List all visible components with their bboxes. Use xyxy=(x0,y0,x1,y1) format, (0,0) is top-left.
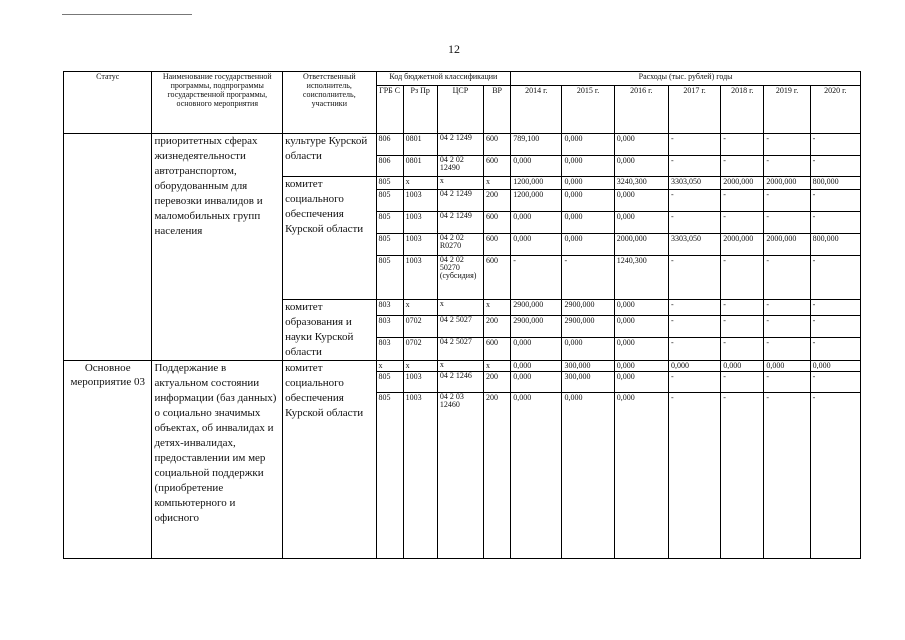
value-cell: 0,000 xyxy=(562,190,614,212)
rzpr-cell: 0702 xyxy=(403,338,437,361)
value-cell: - xyxy=(764,134,810,156)
grbs-cell: 805 xyxy=(376,177,403,190)
rzpr-cell: 1003 xyxy=(403,372,437,393)
value-cell: - xyxy=(668,156,720,177)
value-cell: - xyxy=(764,338,810,361)
value-cell: - xyxy=(810,300,860,316)
value-cell: 1240,300 xyxy=(614,256,668,300)
value-cell: 0,000 xyxy=(614,134,668,156)
rzpr-cell: х xyxy=(403,300,437,316)
value-cell: - xyxy=(810,372,860,393)
value-cell: - xyxy=(764,212,810,234)
value-cell: 2000,000 xyxy=(764,177,810,190)
value-cell: - xyxy=(668,393,720,559)
value-cell: 0,000 xyxy=(764,361,810,372)
header-year: 2015 г. xyxy=(562,86,614,134)
value-cell: 789,100 xyxy=(511,134,562,156)
csr-cell: 04 2 1249 xyxy=(437,212,483,234)
value-cell: - xyxy=(810,212,860,234)
grbs-cell: 805 xyxy=(376,256,403,300)
value-cell: 0,000 xyxy=(614,156,668,177)
vr-cell: 600 xyxy=(484,338,511,361)
status-cell xyxy=(64,134,152,361)
header-csr: ЦСР xyxy=(437,86,483,134)
value-cell: - xyxy=(810,134,860,156)
value-cell: 2900,000 xyxy=(511,300,562,316)
csr-cell: 04 2 1249 xyxy=(437,134,483,156)
value-cell: 0,000 xyxy=(668,361,720,372)
value-cell: - xyxy=(764,190,810,212)
value-cell: - xyxy=(764,393,810,559)
value-cell: 0,000 xyxy=(614,300,668,316)
rzpr-cell: 1003 xyxy=(403,190,437,212)
rzpr-cell: 0801 xyxy=(403,156,437,177)
value-cell: 0,000 xyxy=(511,361,562,372)
value-cell: - xyxy=(721,338,764,361)
executor-cell: комитет социального обеспечения Курской области xyxy=(283,177,376,300)
page-number: 12 xyxy=(448,42,460,56)
header-vr: ВР xyxy=(484,86,511,134)
vr-cell: х xyxy=(484,300,511,316)
value-cell: 2900,000 xyxy=(511,315,562,338)
value-cell: 0,000 xyxy=(614,315,668,338)
value-cell: 0,000 xyxy=(562,177,614,190)
value-cell: 0,000 xyxy=(511,156,562,177)
header-status: Статус xyxy=(64,72,152,134)
executor-cell: комитет социального обеспечения Курской области xyxy=(283,361,376,559)
value-cell: - xyxy=(810,256,860,300)
header-year: 2019 г. xyxy=(764,86,810,134)
value-cell: 0,000 xyxy=(614,338,668,361)
value-cell: - xyxy=(810,315,860,338)
grbs-cell: х xyxy=(376,361,403,372)
value-cell: - xyxy=(721,300,764,316)
value-cell: - xyxy=(721,256,764,300)
scan-artifact-line xyxy=(62,14,192,15)
executor-cell: культуре Курской области xyxy=(283,134,376,177)
value-cell: - xyxy=(668,372,720,393)
value-cell: - xyxy=(721,134,764,156)
csr-cell: 04 2 1246 xyxy=(437,372,483,393)
vr-cell: 600 xyxy=(484,256,511,300)
grbs-cell: 803 xyxy=(376,315,403,338)
vr-cell: 600 xyxy=(484,156,511,177)
budget-table xyxy=(63,71,861,559)
grbs-cell: 805 xyxy=(376,190,403,212)
measure-name: Поддержание в актуальном состоянии информации (баз данных) о социально значимых объектах, об инвалидах и детях-инвалидах, предоставлении им мер социальной поддержки (приобретение компьютерного и офисного xyxy=(152,361,283,559)
rzpr-cell: х xyxy=(403,177,437,190)
csr-cell: 04 2 5027 xyxy=(437,338,483,361)
value-cell: - xyxy=(810,190,860,212)
value-cell: - xyxy=(810,338,860,361)
value-cell: - xyxy=(668,134,720,156)
value-cell: - xyxy=(764,372,810,393)
vr-cell: х xyxy=(484,177,511,190)
value-cell: 0,000 xyxy=(511,372,562,393)
value-cell: 0,000 xyxy=(721,361,764,372)
csr-cell: 04 2 1249 xyxy=(437,190,483,212)
vr-cell: 600 xyxy=(484,212,511,234)
vr-cell: х xyxy=(484,361,511,372)
value-cell: 3240,300 xyxy=(614,177,668,190)
value-cell: 2000,000 xyxy=(721,234,764,256)
vr-cell: 200 xyxy=(484,372,511,393)
csr-cell: 04 2 5027 xyxy=(437,315,483,338)
value-cell: 0,000 xyxy=(614,372,668,393)
value-cell: - xyxy=(668,256,720,300)
value-cell: - xyxy=(721,315,764,338)
csr-cell: 04 2 02 12490 xyxy=(437,156,483,177)
rzpr-cell: 1003 xyxy=(403,256,437,300)
header-year: 2020 г. xyxy=(810,86,860,134)
value-cell: 0,000 xyxy=(562,212,614,234)
value-cell: - xyxy=(764,315,810,338)
grbs-cell: 806 xyxy=(376,134,403,156)
value-cell: - xyxy=(721,393,764,559)
value-cell: 0,000 xyxy=(562,156,614,177)
value-cell: 0,000 xyxy=(562,134,614,156)
header-year: 2018 г. xyxy=(721,86,764,134)
value-cell: 2000,000 xyxy=(764,234,810,256)
value-cell: 2000,000 xyxy=(614,234,668,256)
csr-cell: 04 2 02 R0270 xyxy=(437,234,483,256)
value-cell: - xyxy=(721,190,764,212)
csr-cell: х xyxy=(437,177,483,190)
grbs-cell: 805 xyxy=(376,372,403,393)
grbs-cell: 803 xyxy=(376,300,403,316)
value-cell: - xyxy=(810,393,860,559)
value-cell: 0,000 xyxy=(614,212,668,234)
value-cell: - xyxy=(668,300,720,316)
vr-cell: 200 xyxy=(484,315,511,338)
value-cell: 0,000 xyxy=(511,212,562,234)
grbs-cell: 806 xyxy=(376,156,403,177)
csr-cell: х xyxy=(437,300,483,316)
value-cell: 0,000 xyxy=(511,338,562,361)
value-cell: - xyxy=(668,315,720,338)
value-cell: - xyxy=(810,156,860,177)
value-cell: 0,000 xyxy=(810,361,860,372)
value-cell: 800,000 xyxy=(810,234,860,256)
vr-cell: 600 xyxy=(484,134,511,156)
csr-cell: х xyxy=(437,361,483,372)
rzpr-cell: х xyxy=(403,361,437,372)
value-cell: - xyxy=(668,212,720,234)
rzpr-cell: 0702 xyxy=(403,315,437,338)
csr-cell: 04 2 02 50270 (субсидия) xyxy=(437,256,483,300)
csr-cell: 04 2 03 12460 xyxy=(437,393,483,559)
status-cell: Основное мероприятие 03 xyxy=(64,361,152,559)
value-cell: 2000,000 xyxy=(721,177,764,190)
value-cell: - xyxy=(764,300,810,316)
header-kbk: Код бюджетной классификации xyxy=(376,72,511,86)
value-cell: 3303,050 xyxy=(668,234,720,256)
value-cell: - xyxy=(668,190,720,212)
table-row xyxy=(64,361,861,372)
value-cell: 1200,000 xyxy=(511,190,562,212)
value-cell: 0,000 xyxy=(614,393,668,559)
value-cell: - xyxy=(721,372,764,393)
value-cell: - xyxy=(511,256,562,300)
value-cell: 0,000 xyxy=(511,234,562,256)
value-cell: 2900,000 xyxy=(562,315,614,338)
value-cell: 1200,000 xyxy=(511,177,562,190)
grbs-cell: 805 xyxy=(376,393,403,559)
header-grbs: ГРБ С xyxy=(376,86,403,134)
value-cell: 300,000 xyxy=(562,361,614,372)
grbs-cell: 805 xyxy=(376,234,403,256)
value-cell: 0,000 xyxy=(562,338,614,361)
value-cell: - xyxy=(721,156,764,177)
vr-cell: 600 xyxy=(484,234,511,256)
value-cell: - xyxy=(764,156,810,177)
value-cell: 0,000 xyxy=(562,234,614,256)
executor-cell: комитет образования и науки Курской области xyxy=(283,300,376,361)
value-cell: 0,000 xyxy=(614,190,668,212)
value-cell: - xyxy=(668,338,720,361)
header-year: 2014 г. xyxy=(511,86,562,134)
header-executor: Ответственный исполнитель, соисполнитель, участники xyxy=(283,72,376,134)
rzpr-cell: 1003 xyxy=(403,234,437,256)
value-cell: - xyxy=(721,212,764,234)
header-expenses: Расходы (тыс. рублей) годы xyxy=(511,72,861,86)
vr-cell: 200 xyxy=(484,393,511,559)
value-cell: 0,000 xyxy=(562,393,614,559)
value-cell: 300,000 xyxy=(562,372,614,393)
header-rzpr: Рз Пр xyxy=(403,86,437,134)
value-cell: 2900,000 xyxy=(562,300,614,316)
measure-name: приоритетных сферах жизнедеятельности автотранспортом, оборудованным для перевозки инвалидов и маломобильных групп населения xyxy=(152,134,283,361)
header-year: 2017 г. xyxy=(668,86,720,134)
vr-cell: 200 xyxy=(484,190,511,212)
value-cell: - xyxy=(764,256,810,300)
value-cell: 3303,050 xyxy=(668,177,720,190)
rzpr-cell: 0801 xyxy=(403,134,437,156)
value-cell: - xyxy=(562,256,614,300)
rzpr-cell: 1003 xyxy=(403,212,437,234)
value-cell: 0,000 xyxy=(614,361,668,372)
value-cell: 0,000 xyxy=(511,393,562,559)
grbs-cell: 805 xyxy=(376,212,403,234)
value-cell: 800,000 xyxy=(810,177,860,190)
table-row xyxy=(64,134,861,156)
header-year: 2016 г. xyxy=(614,86,668,134)
rzpr-cell: 1003 xyxy=(403,393,437,559)
header-name: Наименование государственной программы, подпрограммы государственной программы, основного мероприятия xyxy=(152,72,283,134)
grbs-cell: 803 xyxy=(376,338,403,361)
